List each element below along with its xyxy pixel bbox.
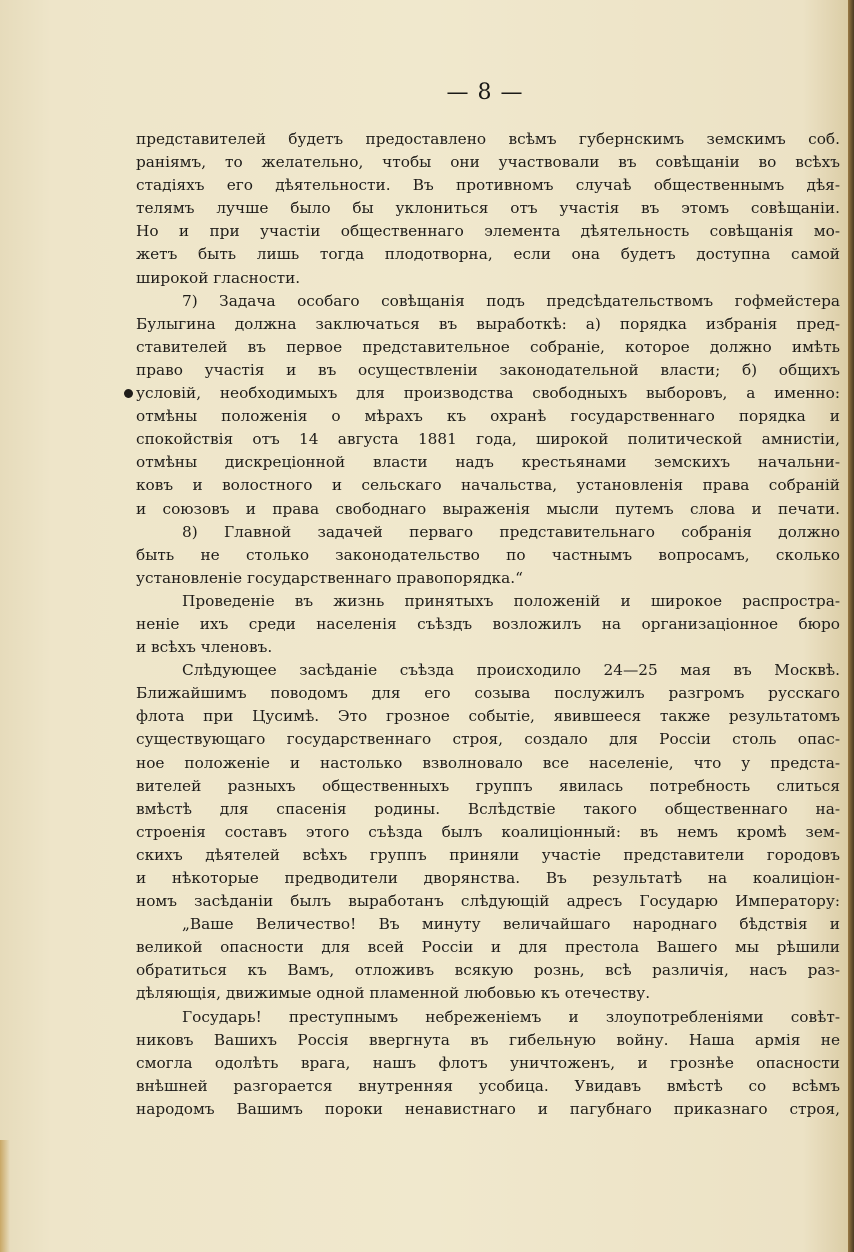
text-line: спокойствія отъ 14 августа 1881 года, широкой политической амнистіи, [136,430,840,449]
text-line: и нѣкоторые предводители дворянства. Въ результатѣ на коалиціон- [136,869,840,887]
text-line: отмѣны положенія о мѣрахъ къ охранѣ государственнаго порядка и [136,407,840,426]
text-line: и всѣхъ членовъ. [136,638,273,657]
text-line: телямъ лучше было бы уклониться отъ участія въ этомъ совѣщаніи. [136,199,840,218]
body-text [136,128,840,1121]
page-edge-shadow [848,0,854,1252]
ink-mark [124,389,133,398]
text-line: смогла одолѣть врага, нашъ флотъ уничтоженъ, и грознѣе опасности [136,1053,840,1072]
text-line: скихъ дѣятелей всѣхъ группъ приняли участіе представители городовъ [136,845,840,864]
text-line: и союзовъ и права свободнаго выраженія мысли путемъ слова и печати. [136,499,840,518]
text-line: широкой гласности. [136,268,301,287]
text-line: ставителей въ первое представительное собраніе, которое должно имѣть [136,337,840,356]
text-line: условій, необходимыхъ для производства свободныхъ выборовъ, а именно: [136,384,840,403]
text-line: Государь! преступнымъ небреженіемъ и злоупотребленіями совѣт- [182,1007,840,1026]
text-line: 8) Главной задачей перваго представительнаго собранія должно [182,522,840,541]
text-line: 7) Задача особаго совѣщанія подъ предсѣдательствомъ гофмейстера [182,291,840,310]
text-line: вмѣстѣ для спасенія родины. Вслѣдствіе такого общественнаго на- [136,799,840,818]
text-line: „Ваше Величество! Въ минуту величайшаго народнаго бѣдствія и [182,915,840,934]
text-line: стадіяхъ его дѣятельности. Въ противномъ случаѣ общественнымъ дѣя- [136,176,840,195]
text-line: Проведеніе въ жизнь принятыхъ положеній и широкое распростра- [182,591,840,610]
text-line: строенія составъ этого съѣзда былъ коалиціонный: въ немъ кромѣ зем- [136,822,840,841]
text-line: право участія и въ осуществленіи законодательной власти; б) общихъ [136,360,840,379]
text-line: Но и при участіи общественнаго элемента дѣятельность совѣщанія мо- [136,222,840,241]
text-line: великой опасности для всей Россіи и для престола Вашего мы рѣшили [136,938,840,957]
text-line: никовъ Вашихъ Россія ввергнута въ гибельную войну. Наша армія не [136,1030,840,1049]
text-line: дѣляющія, движимые одной пламенной любовью къ отечеству. [136,984,651,1003]
text-line: отмѣны дискреціонной власти надъ крестьянами земскихъ начальни- [136,453,840,472]
text-line: представителей будетъ предоставлено всѣмъ губернскимъ земскимъ соб. [136,130,840,148]
text-line: флота при Цусимѣ. Это грозное событіе, явившееся также результатомъ [136,707,840,726]
text-line: Ближайшимъ поводомъ для его созыва послужилъ разгромъ русскаго [136,684,840,703]
text-line: вителей разныхъ общественныхъ группъ явилась потребность слиться [136,776,840,795]
text-line: раніямъ, то желательно, чтобы они участвовали въ совѣщаніи во всѣхъ [136,153,840,172]
page-stain [0,1140,10,1252]
text-line: установленіе государственнаго правопорядка.“ [136,568,523,587]
text-line: неніе ихъ среди населенія съѣздъ возложилъ на организаціонное бюро [136,614,840,633]
text-line: быть не столько законодательство по частнымъ вопросамъ, сколько [136,545,840,564]
text-line: Слѣдующее засѣданіе съѣзда происходило 24—25 мая въ Москвѣ. [182,661,840,680]
text-line: внѣшней разгорается внутренняя усобица. Увидавъ вмѣстѣ со всѣмъ [136,1076,840,1095]
text-line: существующаго государственнаго строя, создало для Россіи столь опас- [136,730,840,749]
text-line: жетъ быть лишь тогда плодотворна, если она будетъ доступна самой [136,245,840,264]
text-line: ное положеніе и настолько взволновало все населеніе, что у предста- [136,753,840,772]
text-line: Булыгина должна заключаться въ выработкѣ: а) порядка избранія пред- [136,314,840,333]
text-line: номъ засѣданіи былъ выработанъ слѣдующій адресъ Государю Императору: [136,892,840,911]
text-line: ковъ и волостного и сельскаго начальства, установленія права собраній [136,476,840,495]
text-line: обратиться къ Вамъ, отложивъ всякую рознь, всѣ различія, насъ раз- [136,961,840,980]
page-number: — 8 — [446,80,524,105]
text-line: народомъ Вашимъ пороки ненавистнаго и пагубнаго приказнаго строя, [136,1099,840,1118]
